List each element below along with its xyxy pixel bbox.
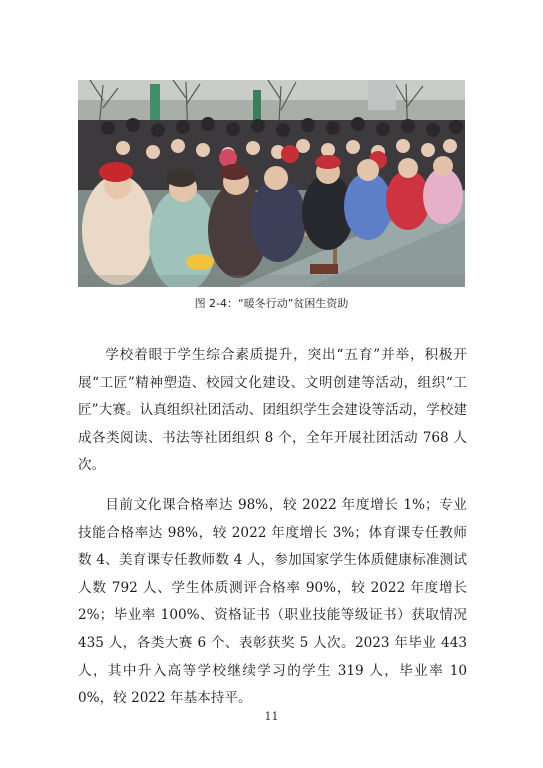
figure-caption: 图 2-4：“暖冬行动”贫困生资助 bbox=[194, 297, 349, 310]
paragraph-statistics: 目前文化课合格率达 98%，较 2022 年度增长 1%；专业技能合格率达 98%，较 2022 年度增长 3%；体育课专任教师数 4、美育课专任教师数 4 人，参加国家学生体质健康标准测试人数 792 人、学生体质测评合格率 90%，较 2022 年度增长 2%；毕业率 100%、资格证书（职业技能等级证书）获取情况 435 人，各类大赛 6 个、表彰获奖 5 人次。2023 年毕业 443 人，其中升入高等学校继续学习的学生 319 人，毕业率 100%，较 2022 年基本持平。 bbox=[78, 496, 467, 707]
page-number: 11 bbox=[264, 710, 279, 723]
body-text bbox=[78, 342, 467, 725]
event-photo bbox=[78, 80, 465, 287]
paragraph-activities: 学校着眼于学生综合素质提升，突出“五育”并举，积极开展“工匠”精神塑造、校园文化建设、文明创建等活动，组织“工匠”大赛。认真组织社团活动、团组织学生会建设等活动，学校建成各类阅读、书法等社团组织 8 个，全年开展社团活动 768 人次。 bbox=[78, 347, 467, 474]
